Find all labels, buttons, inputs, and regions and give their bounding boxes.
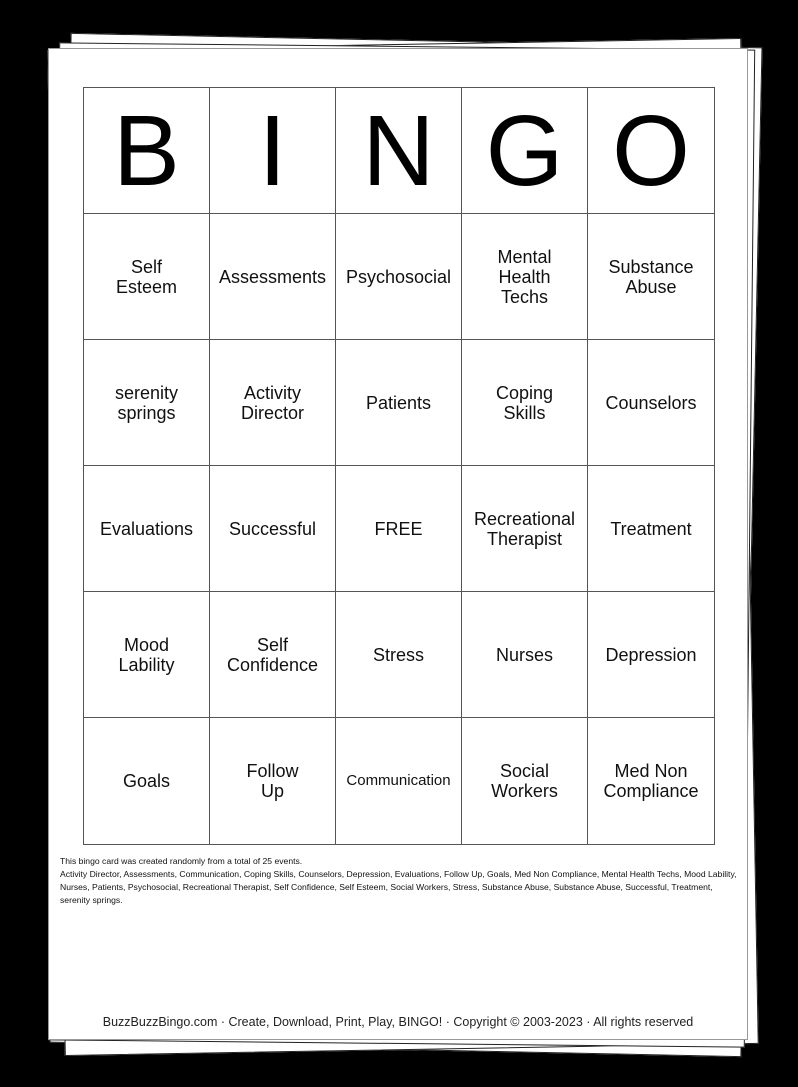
- bingo-cell: Med Non Compliance: [603, 761, 699, 801]
- note-intro: This bingo card was created randomly from a total of 25 events.: [60, 856, 303, 866]
- free-space-cell: FREE: [336, 466, 462, 592]
- bingo-cell: Activity Director: [210, 340, 336, 466]
- bingo-cell: Recreational Therapist: [462, 466, 588, 592]
- bingo-cell: Psychosocial: [336, 214, 462, 340]
- bingo-cell: Mental Health Techs: [462, 214, 588, 340]
- bingo-cell: Treatment: [588, 466, 714, 592]
- bingo-cell: Evaluations: [84, 466, 210, 592]
- header-letter-i: I: [210, 88, 336, 214]
- header-letter-g: G: [462, 88, 588, 214]
- bingo-cell: serenity springs: [84, 340, 210, 466]
- bingo-cell: Follow Up: [210, 718, 336, 844]
- bingo-card-grid: [83, 87, 715, 845]
- bingo-cell: Counselors: [588, 340, 714, 466]
- footer-copyright: BuzzBuzzBingo.com · Create, Download, Print, Play, BINGO! · Copyright © 2003-2023 · All rights reserved: [102, 1015, 694, 1029]
- bingo-cell: Self Esteem: [84, 214, 210, 340]
- note-events: Activity Director, Assessments, Communication, Coping Skills, Counselors, Depression, Evaluations, Follow Up, Goals, Med Non Compliance, Mental Health Techs, Mood Lability, Nurses, Patients, Psychosocial, Recreational Therapist, Self Confidence, Self Esteem, Social Workers, Stress, Substance Abuse, Substance Abuse, Successful, Treatment, serenity springs.: [60, 869, 737, 905]
- bingo-cell: Substance Abuse: [588, 214, 714, 340]
- bingo-cell: Patients: [336, 340, 462, 466]
- bingo-cell: Depression: [588, 592, 714, 718]
- bingo-sheet: [48, 48, 748, 1040]
- header-letter-o: O: [588, 88, 714, 214]
- header-letter-n: N: [336, 88, 462, 214]
- bingo-cell: Stress: [336, 592, 462, 718]
- bingo-cell: Coping Skills: [462, 340, 588, 466]
- bingo-cell: Assessments: [210, 214, 336, 340]
- bingo-cell: Successful: [210, 466, 336, 592]
- event-list-note: [60, 855, 740, 907]
- header-letter-b: B: [84, 88, 210, 214]
- bingo-cell: Nurses: [462, 592, 588, 718]
- bingo-cell: Mood Lability: [84, 592, 210, 718]
- bingo-cell: Goals: [84, 718, 210, 844]
- bingo-cell: Social Workers: [462, 718, 588, 844]
- bingo-cell: Communication: [336, 718, 462, 844]
- bingo-cell: Self Confidence: [210, 592, 336, 718]
